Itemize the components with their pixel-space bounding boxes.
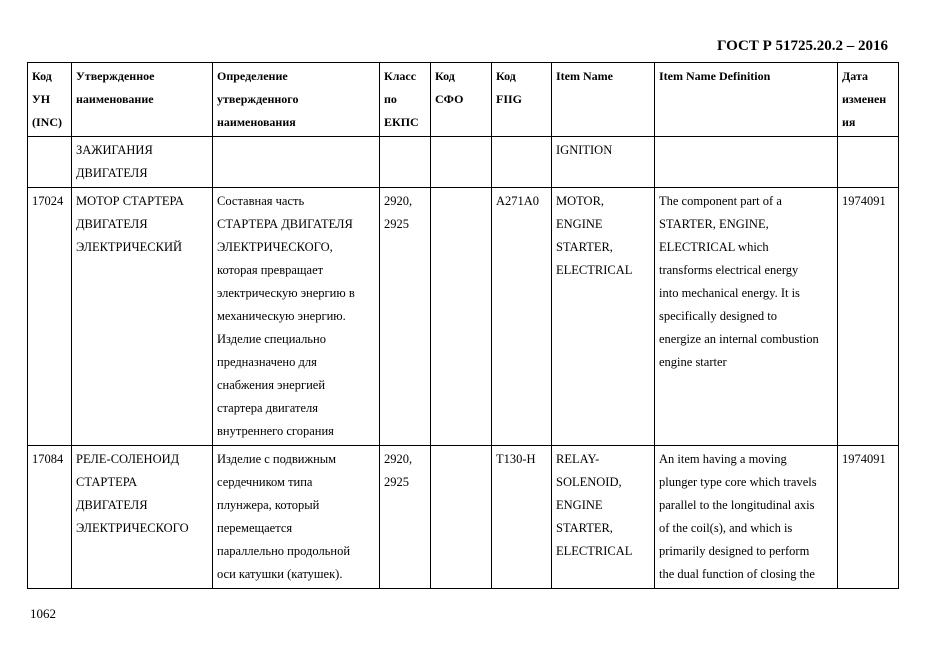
table-row [28,188,899,446]
column-header [655,63,838,137]
cell-text-line: которая превращает [217,263,324,277]
cell-text-line: STARTER, ENGINE, [659,217,769,231]
table-cell [552,446,655,589]
cell-text-line: RELAY- [556,452,600,466]
cell-text-line: T130-H [496,452,536,466]
column-header-line: изменен [842,92,887,106]
cell-text-line: 17084 [32,452,64,466]
cell-text-line: into mechanical energy. It is [659,286,800,300]
column-header-line: Код [32,69,52,83]
cell-text-line: 2920, [384,194,413,208]
table-cell [28,137,72,188]
table-cell [380,137,431,188]
column-header-line: Код [496,69,516,83]
column-header-line: наименование [76,92,154,106]
cell-text-line: An item having a moving [659,452,787,466]
column-header [28,63,72,137]
column-header-line: ЕКПС [384,115,419,129]
table-cell [552,137,655,188]
column-header [380,63,431,137]
table-cell [838,137,899,188]
table-cell [492,188,552,446]
column-header-line: ия [842,115,856,129]
cell-text-line: The component part of a [659,194,782,208]
cell-text-line: снабжения энергией [217,378,326,392]
cell-text-line: primarily designed to perform [659,544,810,558]
cell-text-line: parallel to the longitudinal axis [659,498,815,512]
column-header-line: по [384,92,397,106]
table-cell [72,188,213,446]
cell-text-line: ДВИГАТЕЛЯ [76,498,148,512]
column-header [72,63,213,137]
table-cell [72,446,213,589]
column-header [213,63,380,137]
cell-text-line: ELECTRICAL [556,544,633,558]
cell-text-line: energize an internal combustion [659,332,819,346]
cell-text-line: STARTER, [556,521,613,535]
cell-text-line: механическую энергию. [217,309,346,323]
column-header [431,63,492,137]
cell-text-line: the dual function of closing the [659,567,815,581]
table-row [28,137,899,188]
cell-text-line: 2920, [384,452,413,466]
cell-text-line: transforms electrical energy [659,263,799,277]
column-header-line: (INC) [32,115,62,129]
column-header [492,63,552,137]
table-cell [213,188,380,446]
cell-text-line: Изделие с подвижным [217,452,337,466]
column-header-line: Дата [842,69,868,83]
table-cell [492,137,552,188]
cell-text-line: ДВИГАТЕЛЯ [76,166,148,180]
column-header-line: Класс [384,69,417,83]
cell-text-line: Изделие специально [217,332,326,346]
table-cell [431,446,492,589]
table-cell [28,188,72,446]
cell-text-line: 1974091 [842,194,886,208]
cell-text-line: параллельно продольной [217,544,351,558]
cell-text-line: ENGINE [556,498,603,512]
page-number: 1062 [30,606,56,621]
cell-text-line: предназначено для [217,355,317,369]
cell-text-line: ELECTRICAL which [659,240,769,254]
table-cell [838,446,899,589]
table-cell [655,446,838,589]
cell-text-line: STARTER, [556,240,613,254]
cell-text-line: Составная часть [217,194,305,208]
column-header-line: утвержденного [217,92,299,106]
column-header-line: Item Name Definition [659,69,771,83]
header-row [28,63,899,137]
table-body [28,137,899,589]
cell-text-line: МОТОР СТАРТЕРА [76,194,184,208]
table-cell [431,137,492,188]
cell-text-line: ЗАЖИГАНИЯ [76,143,153,157]
document-standard-code: ГОСТ Р 51725.20.2 – 2016 [716,38,888,54]
cell-text-line: СТАРТЕРА [76,475,138,489]
table-cell [431,188,492,446]
cell-text-line: 2925 [384,217,409,231]
cell-text-line: СТАРТЕРА ДВИГАТЕЛЯ [217,217,353,231]
cell-text-line: ДВИГАТЕЛЯ [76,217,148,231]
table-cell [28,446,72,589]
cell-text-line: A271A0 [496,194,540,208]
cell-text-line: стартера двигателя [217,401,319,415]
table-cell [552,188,655,446]
cell-text-line: плунжера, который [217,498,320,512]
table-cell [492,446,552,589]
column-header [838,63,899,137]
cell-text-line: перемещается [217,521,293,535]
cell-text-line: specifically designed to [659,309,778,323]
table-cell [655,188,838,446]
cell-text-line: 17024 [32,194,64,208]
column-header [552,63,655,137]
table-cell [213,137,380,188]
table-cell [838,188,899,446]
column-header-line: Утвержденное [76,69,155,83]
cell-text-line: ENGINE [556,217,603,231]
column-header-line: СФО [435,92,464,106]
cell-text-line: 1974091 [842,452,886,466]
cell-text-line: ЭЛЕКТРИЧЕСКИЙ [76,240,183,254]
column-header-line: УН [32,92,51,106]
cell-text-line: SOLENOID, [556,475,622,489]
cell-text-line: MOTOR, [556,194,605,208]
cell-text-line: сердечником типа [217,475,313,489]
table-cell [380,446,431,589]
nomenclature-table [27,62,899,589]
cell-text-line: 2925 [384,475,409,489]
cell-text-line: engine starter [659,355,727,369]
table-header [28,63,899,137]
column-header-line: FIIG [496,92,523,106]
column-header-line: Item Name [556,69,613,83]
cell-text-line: оси катушки (катушек). [217,567,343,581]
cell-text-line: внутреннего сгорания [217,424,334,438]
cell-text-line: РЕЛЕ-СОЛЕНОИД [76,452,180,466]
table-cell [380,188,431,446]
column-header-line: Определение [217,69,288,83]
cell-text-line: электрическую энергию в [217,286,355,300]
column-header-line: Код [435,69,455,83]
cell-text-line: ELECTRICAL [556,263,633,277]
table-cell [72,137,213,188]
cell-text-line: IGNITION [556,143,613,157]
cell-text-line: of the coil(s), and which is [659,521,793,535]
table-row [28,446,899,589]
cell-text-line: plunger type core which travels [659,475,817,489]
column-header-line: наименования [217,115,296,129]
cell-text-line: ЭЛЕКТРИЧЕСКОГО, [217,240,333,254]
table-cell [213,446,380,589]
cell-text-line: ЭЛЕКТРИЧЕСКОГО [76,521,189,535]
table-cell [655,137,838,188]
